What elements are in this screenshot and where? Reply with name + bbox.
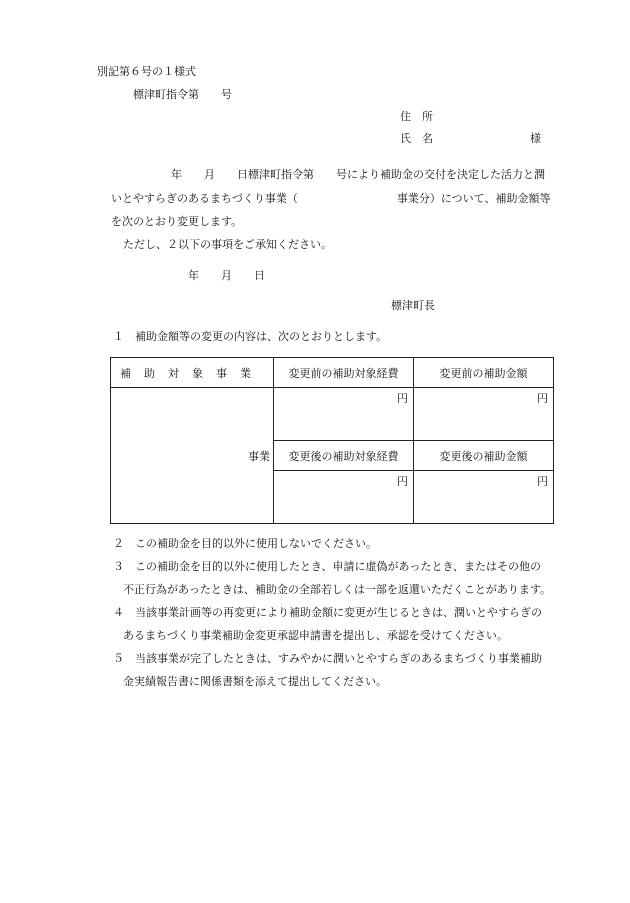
address-label: 住 所 <box>400 110 433 123</box>
note-4-line-1: ４ 当該事業計画等の再変更により補助金額に変更が生じるときは、潤いとやすらぎの <box>113 606 542 619</box>
date-line: 年 月 日 <box>188 269 265 282</box>
note-4-line-2: あるまちづくり事業補助金変更承認申請書を提出し、承認を受けてください。 <box>123 629 508 642</box>
before-amount-header: 変更前の補助金額 <box>414 358 554 388</box>
note-3-line-1: ３ この補助金を目的以外に使用したとき、申請に虚偽があったとき、またはその他の <box>113 560 542 573</box>
note-5-line-1: ５ 当該事業が完了したときは、すみやかに潤いとやすらぎのあるまちづくり事業補助 <box>113 652 542 665</box>
designation-number: 標津町指令第 号 <box>133 88 232 101</box>
after-amount-value: 円 <box>414 471 554 524</box>
body-line-3: を次のとおり変更します。 <box>111 215 243 228</box>
note-3-line-2: 不正行為があったときは、補助金の全部若しくは一部を返還いただくことがあります。 <box>123 583 552 596</box>
note-5-line-2: 金実績報告書に関係書類を添えて提出してください。 <box>123 675 387 688</box>
after-amount-header: 変更後の補助金額 <box>414 441 554 471</box>
before-expense-value: 円 <box>274 388 414 441</box>
body-line-1: 年 月 日標津町指令第 号により補助金の交付を決定した活力と潤 <box>171 168 545 181</box>
subsidy-change-table <box>110 357 554 524</box>
after-expense-header: 変更後の補助対象経費 <box>274 441 414 471</box>
before-expense-header: 変更前の補助対象経費 <box>274 358 414 388</box>
body-line-4: ただし、２以下の事項をご承知ください。 <box>123 238 332 251</box>
after-expense-value: 円 <box>274 471 414 524</box>
body-line-2: いとやすらぎのあるまちづくり事業（ 事業分）について、補助金額等 <box>111 192 551 205</box>
col-business-header: 補助対象事業 <box>111 358 274 388</box>
name-label: 氏 名 <box>400 132 433 145</box>
note-2: ２ この補助金を目的以外に使用しないでください。 <box>113 537 377 550</box>
before-amount-value: 円 <box>414 388 554 441</box>
form-id: 別記第６号の１様式 <box>97 65 196 78</box>
section-1-heading: １ 補助金額等の変更の内容は、次のとおりとします。 <box>113 330 388 343</box>
issuer: 標津町長 <box>391 299 435 312</box>
business-suffix: 事業 <box>248 449 270 463</box>
honorific: 様 <box>530 132 541 145</box>
business-name-cell <box>111 388 274 524</box>
